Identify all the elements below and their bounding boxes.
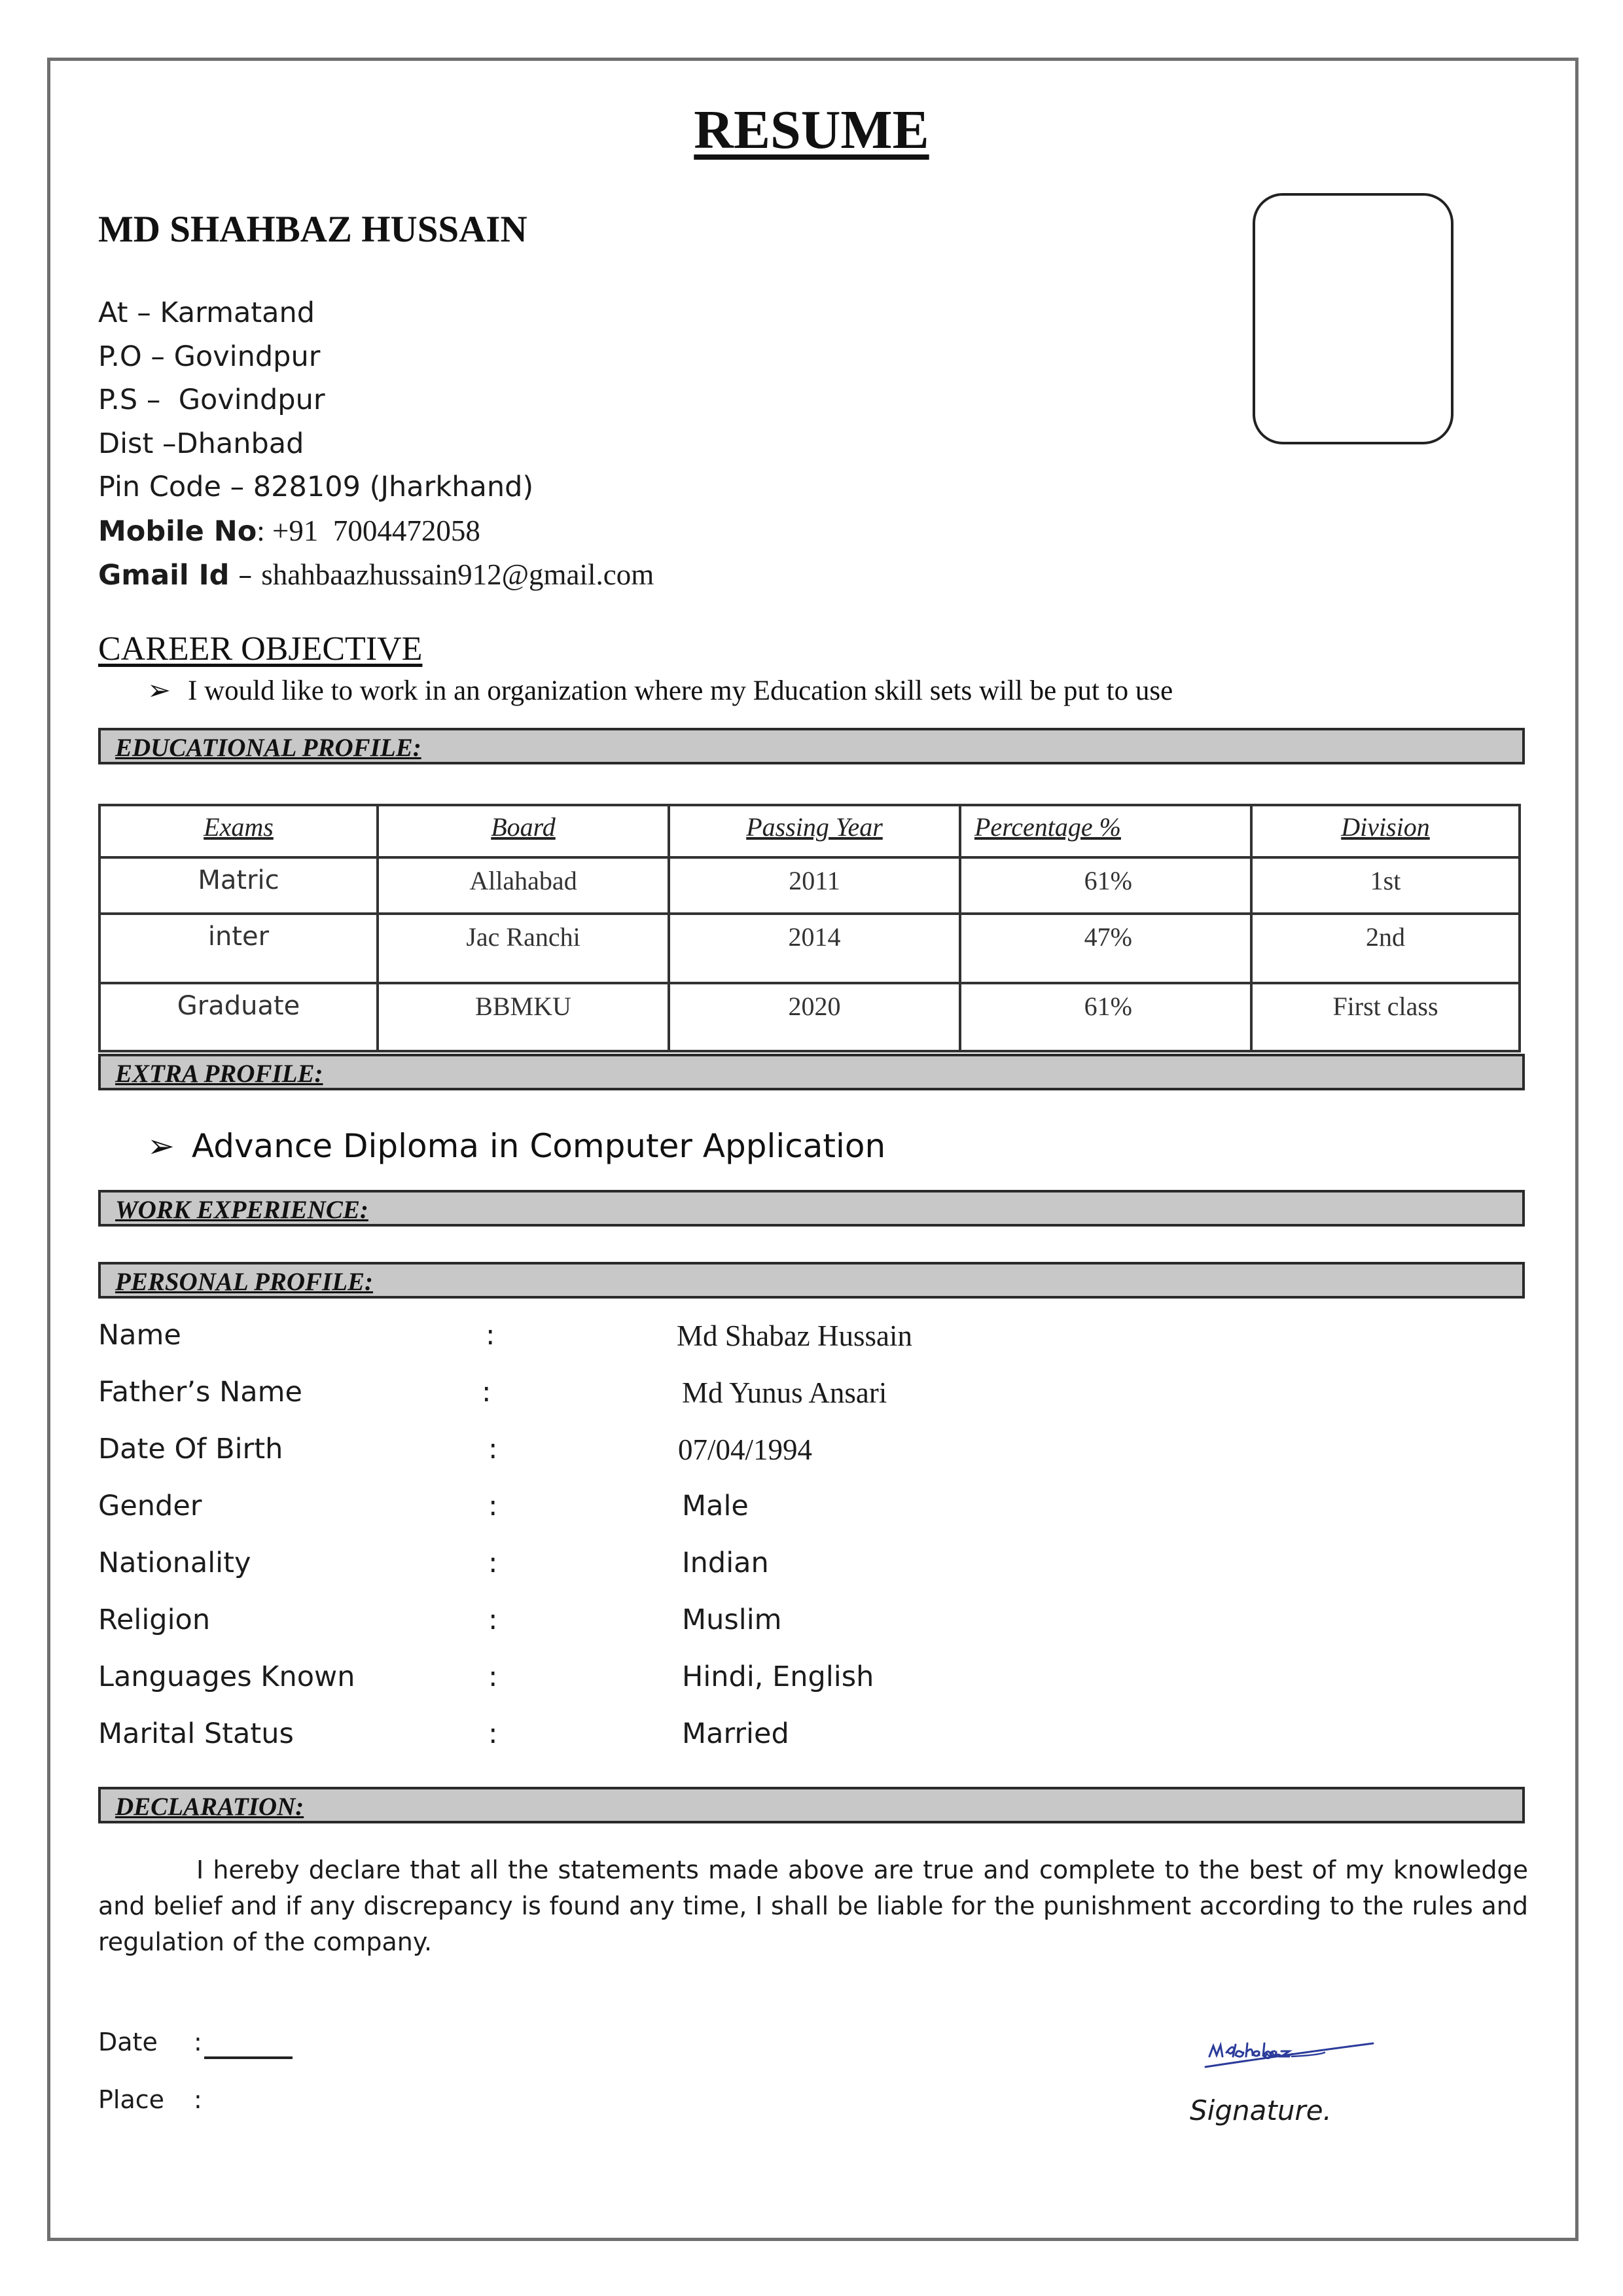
personal-label: Religion bbox=[98, 1604, 211, 1636]
signature-label: Signature. bbox=[1190, 2094, 1332, 2126]
header-percentage: Percentage % bbox=[960, 805, 1251, 857]
cell-percentage: 61% bbox=[960, 857, 1251, 914]
mobile-label: Mobile No bbox=[98, 514, 257, 548]
email-value: shahbaazhussain912@gmail.com bbox=[261, 558, 654, 591]
personal-colon: : bbox=[488, 1547, 498, 1579]
date-blank-line bbox=[204, 2056, 293, 2059]
personal-value: Hindi, English bbox=[682, 1660, 874, 1693]
header-division: Division bbox=[1251, 805, 1520, 857]
personal-row-nationality bbox=[98, 1547, 1472, 1586]
table-row bbox=[99, 983, 1520, 1051]
personal-row-marital-status bbox=[98, 1717, 1472, 1757]
personal-profile-bar bbox=[98, 1262, 1525, 1299]
cell-division: First class bbox=[1251, 983, 1520, 1051]
address-block bbox=[98, 291, 654, 598]
personal-row-religion bbox=[98, 1604, 1472, 1643]
handwritten-signature bbox=[1204, 2029, 1374, 2088]
personal-label: Nationality bbox=[98, 1547, 251, 1579]
personal-value: Married bbox=[682, 1717, 789, 1750]
arrowhead-bullet-icon: ➢ bbox=[147, 1127, 175, 1165]
work-experience-bar bbox=[98, 1190, 1525, 1227]
personal-label: Father’s Name bbox=[98, 1376, 302, 1408]
personal-colon: : bbox=[488, 1433, 498, 1465]
email-label: Gmail Id bbox=[98, 559, 230, 592]
place-colon: : bbox=[194, 2085, 202, 2114]
cell-year: 2011 bbox=[669, 857, 960, 914]
personal-label: Name bbox=[98, 1319, 181, 1352]
page-title: RESUME bbox=[694, 99, 929, 160]
candidate-name: MD SHAHBAZ HUSSAIN bbox=[98, 209, 527, 250]
cell-year: 2020 bbox=[669, 983, 960, 1051]
header-passing-year: Passing Year bbox=[669, 805, 960, 857]
extra-profile-heading: EXTRA PROFILE: bbox=[115, 1060, 323, 1088]
address-pin: Pin Code – 828109 (Jharkhand) bbox=[98, 471, 534, 503]
work-experience-heading: WORK EXPERIENCE: bbox=[115, 1196, 368, 1224]
date-label: Date bbox=[98, 2028, 158, 2056]
personal-value: 07/04/1994 bbox=[678, 1433, 813, 1466]
header-exams: Exams bbox=[99, 805, 378, 857]
personal-value: Muslim bbox=[682, 1604, 782, 1636]
cell-division: 2nd bbox=[1251, 914, 1520, 983]
cell-year: 2014 bbox=[669, 914, 960, 983]
personal-colon: : bbox=[488, 1660, 498, 1693]
extra-profile-text: Advance Diploma in Computer Application bbox=[191, 1127, 886, 1165]
cell-exam: Graduate bbox=[99, 983, 378, 1051]
education-table bbox=[98, 804, 1521, 1052]
cell-board: Allahabad bbox=[378, 857, 669, 914]
personal-colon: : bbox=[488, 1490, 498, 1522]
personal-value: Md Shabaz Hussain bbox=[677, 1319, 912, 1352]
career-objective-heading: CAREER OBJECTIVE bbox=[98, 630, 423, 668]
cell-division: 1st bbox=[1251, 857, 1520, 914]
header-board: Board bbox=[378, 805, 669, 857]
email-line bbox=[98, 553, 654, 598]
extra-profile-item bbox=[147, 1127, 885, 1165]
personal-value: Male bbox=[682, 1490, 749, 1522]
personal-colon: : bbox=[488, 1717, 498, 1750]
personal-row-gender bbox=[98, 1490, 1472, 1529]
table-header-row bbox=[99, 805, 1520, 857]
cell-board: Jac Ranchi bbox=[378, 914, 669, 983]
personal-value: Indian bbox=[682, 1547, 769, 1579]
cell-exam: inter bbox=[99, 914, 378, 983]
address-po: P.O – Govindpur bbox=[98, 340, 321, 373]
declaration-text: I hereby declare that all the statements made above are true and complete to the best of my knowledge and belief and if any discrepancy is found any time, I shall be liable for the punishment according to the rules and regulation of the company. bbox=[98, 1856, 1528, 1956]
career-objective-text: I would like to work in an organization where my Education skill sets will be put to use bbox=[188, 675, 1173, 706]
table-row bbox=[99, 857, 1520, 914]
extra-profile-bar bbox=[98, 1054, 1525, 1090]
personal-label: Marital Status bbox=[98, 1717, 294, 1750]
personal-label: Gender bbox=[98, 1490, 202, 1522]
table-row bbox=[99, 914, 1520, 983]
declaration-bar bbox=[98, 1787, 1525, 1823]
personal-row-name bbox=[98, 1319, 1472, 1358]
personal-value: Md Yunus Ansari bbox=[682, 1376, 887, 1409]
personal-row-father-name bbox=[98, 1376, 1472, 1415]
personal-profile-heading: PERSONAL PROFILE: bbox=[115, 1268, 374, 1296]
personal-row-languages bbox=[98, 1660, 1472, 1700]
place-label: Place bbox=[98, 2085, 165, 2114]
personal-label: Date Of Birth bbox=[98, 1433, 283, 1465]
mobile-line bbox=[98, 509, 654, 554]
personal-colon: : bbox=[486, 1319, 495, 1352]
cell-board: BBMKU bbox=[378, 983, 669, 1051]
personal-label: Languages Known bbox=[98, 1660, 355, 1693]
personal-colon: : bbox=[482, 1376, 491, 1408]
photo-placeholder bbox=[1253, 193, 1454, 444]
date-colon: : bbox=[194, 2028, 202, 2056]
cell-percentage: 47% bbox=[960, 914, 1251, 983]
address-dist: Dist –Dhanbad bbox=[98, 427, 304, 460]
educational-profile-heading: EDUCATIONAL PROFILE: bbox=[115, 734, 421, 762]
cell-percentage: 61% bbox=[960, 983, 1251, 1051]
address-at: At – Karmatand bbox=[98, 296, 315, 329]
personal-colon: : bbox=[488, 1604, 498, 1636]
personal-row-dob bbox=[98, 1433, 1472, 1472]
educational-profile-bar bbox=[98, 728, 1525, 764]
arrowhead-bullet-icon: ➢ bbox=[147, 675, 171, 706]
career-objective-item bbox=[147, 674, 1173, 707]
email-separator: – bbox=[229, 559, 262, 592]
address-ps: P.S – Govindpur bbox=[98, 384, 325, 416]
cell-exam: Matric bbox=[99, 857, 378, 914]
mobile-value: : +91 7004472058 bbox=[257, 514, 480, 547]
declaration-heading: DECLARATION: bbox=[115, 1793, 304, 1821]
